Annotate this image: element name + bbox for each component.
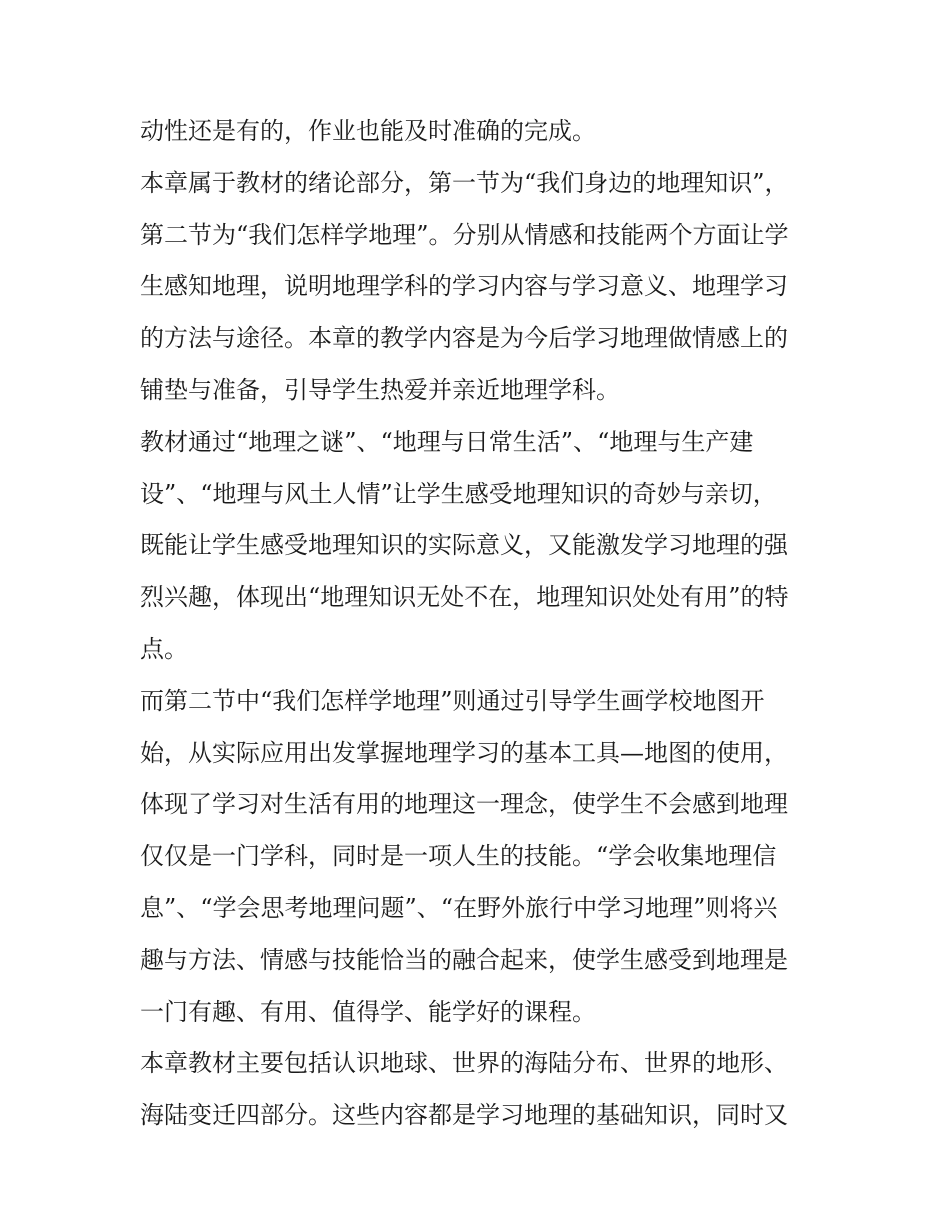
text-line: 仅仅是一门学科，同时是一项人生的技能。“学会收集地理信 <box>140 842 777 871</box>
text-line: 第二节为“我们怎样学地理”。分别从情感和技能两个方面让学 <box>140 220 789 249</box>
text-line: 生感知地理，说明地理学科的学习内容与学习意义、地理学习 <box>140 272 788 301</box>
text-line: 海陆变迁四部分。这些内容都是学习地理的基础知识，同时又 <box>140 1101 788 1130</box>
text-line: 始，从实际应用出发掌握地理学习的基本工具—地图的使用， <box>140 738 788 767</box>
text-line: 而第二节中“我们怎样学地理”则通过引导学生画学校地图开 <box>140 686 765 715</box>
text-line: 烈兴趣，体现出“地理知识无处不在，地理知识处处有用”的特 <box>140 583 789 612</box>
text-line: 点。 <box>140 634 188 663</box>
text-line: 本章教材主要包括认识地球、世界的海陆分布、世界的地形、 <box>140 1049 788 1078</box>
body-text <box>140 106 820 1142</box>
text-line: 教材通过“地理之谜”、“地理与日常生活”、“地理与生产建 <box>140 427 754 456</box>
text-line: 趣与方法、情感与技能恰当的融合起来，使学生感受到地理是 <box>140 945 788 974</box>
text-line: 铺垫与准备，引导学生热爱并亲近地理学科。 <box>140 375 620 404</box>
text-line: 息”、“学会思考地理问题”、“在野外旅行中学习地理”则将兴 <box>140 893 778 922</box>
text-line: 一门有趣、有用、值得学、能学好的课程。 <box>140 997 596 1026</box>
text-line: 体现了学习对生活有用的地理这一理念，使学生不会感到地理 <box>140 790 788 819</box>
text-line: 设”、“地理与风土人情”让学生感受地理知识的奇妙与亲切， <box>140 479 777 508</box>
text-line: 本章属于教材的绪论部分，第一节为“我们身边的地理知识”， <box>140 168 789 197</box>
text-line: 既能让学生感受地理知识的实际意义，又能激发学习地理的强 <box>140 531 788 560</box>
text-line: 的方法与途径。本章的教学内容是为今后学习地理做情感上的 <box>140 324 788 353</box>
text-line: 动性还是有的，作业也能及时准确的完成。 <box>140 117 596 145</box>
